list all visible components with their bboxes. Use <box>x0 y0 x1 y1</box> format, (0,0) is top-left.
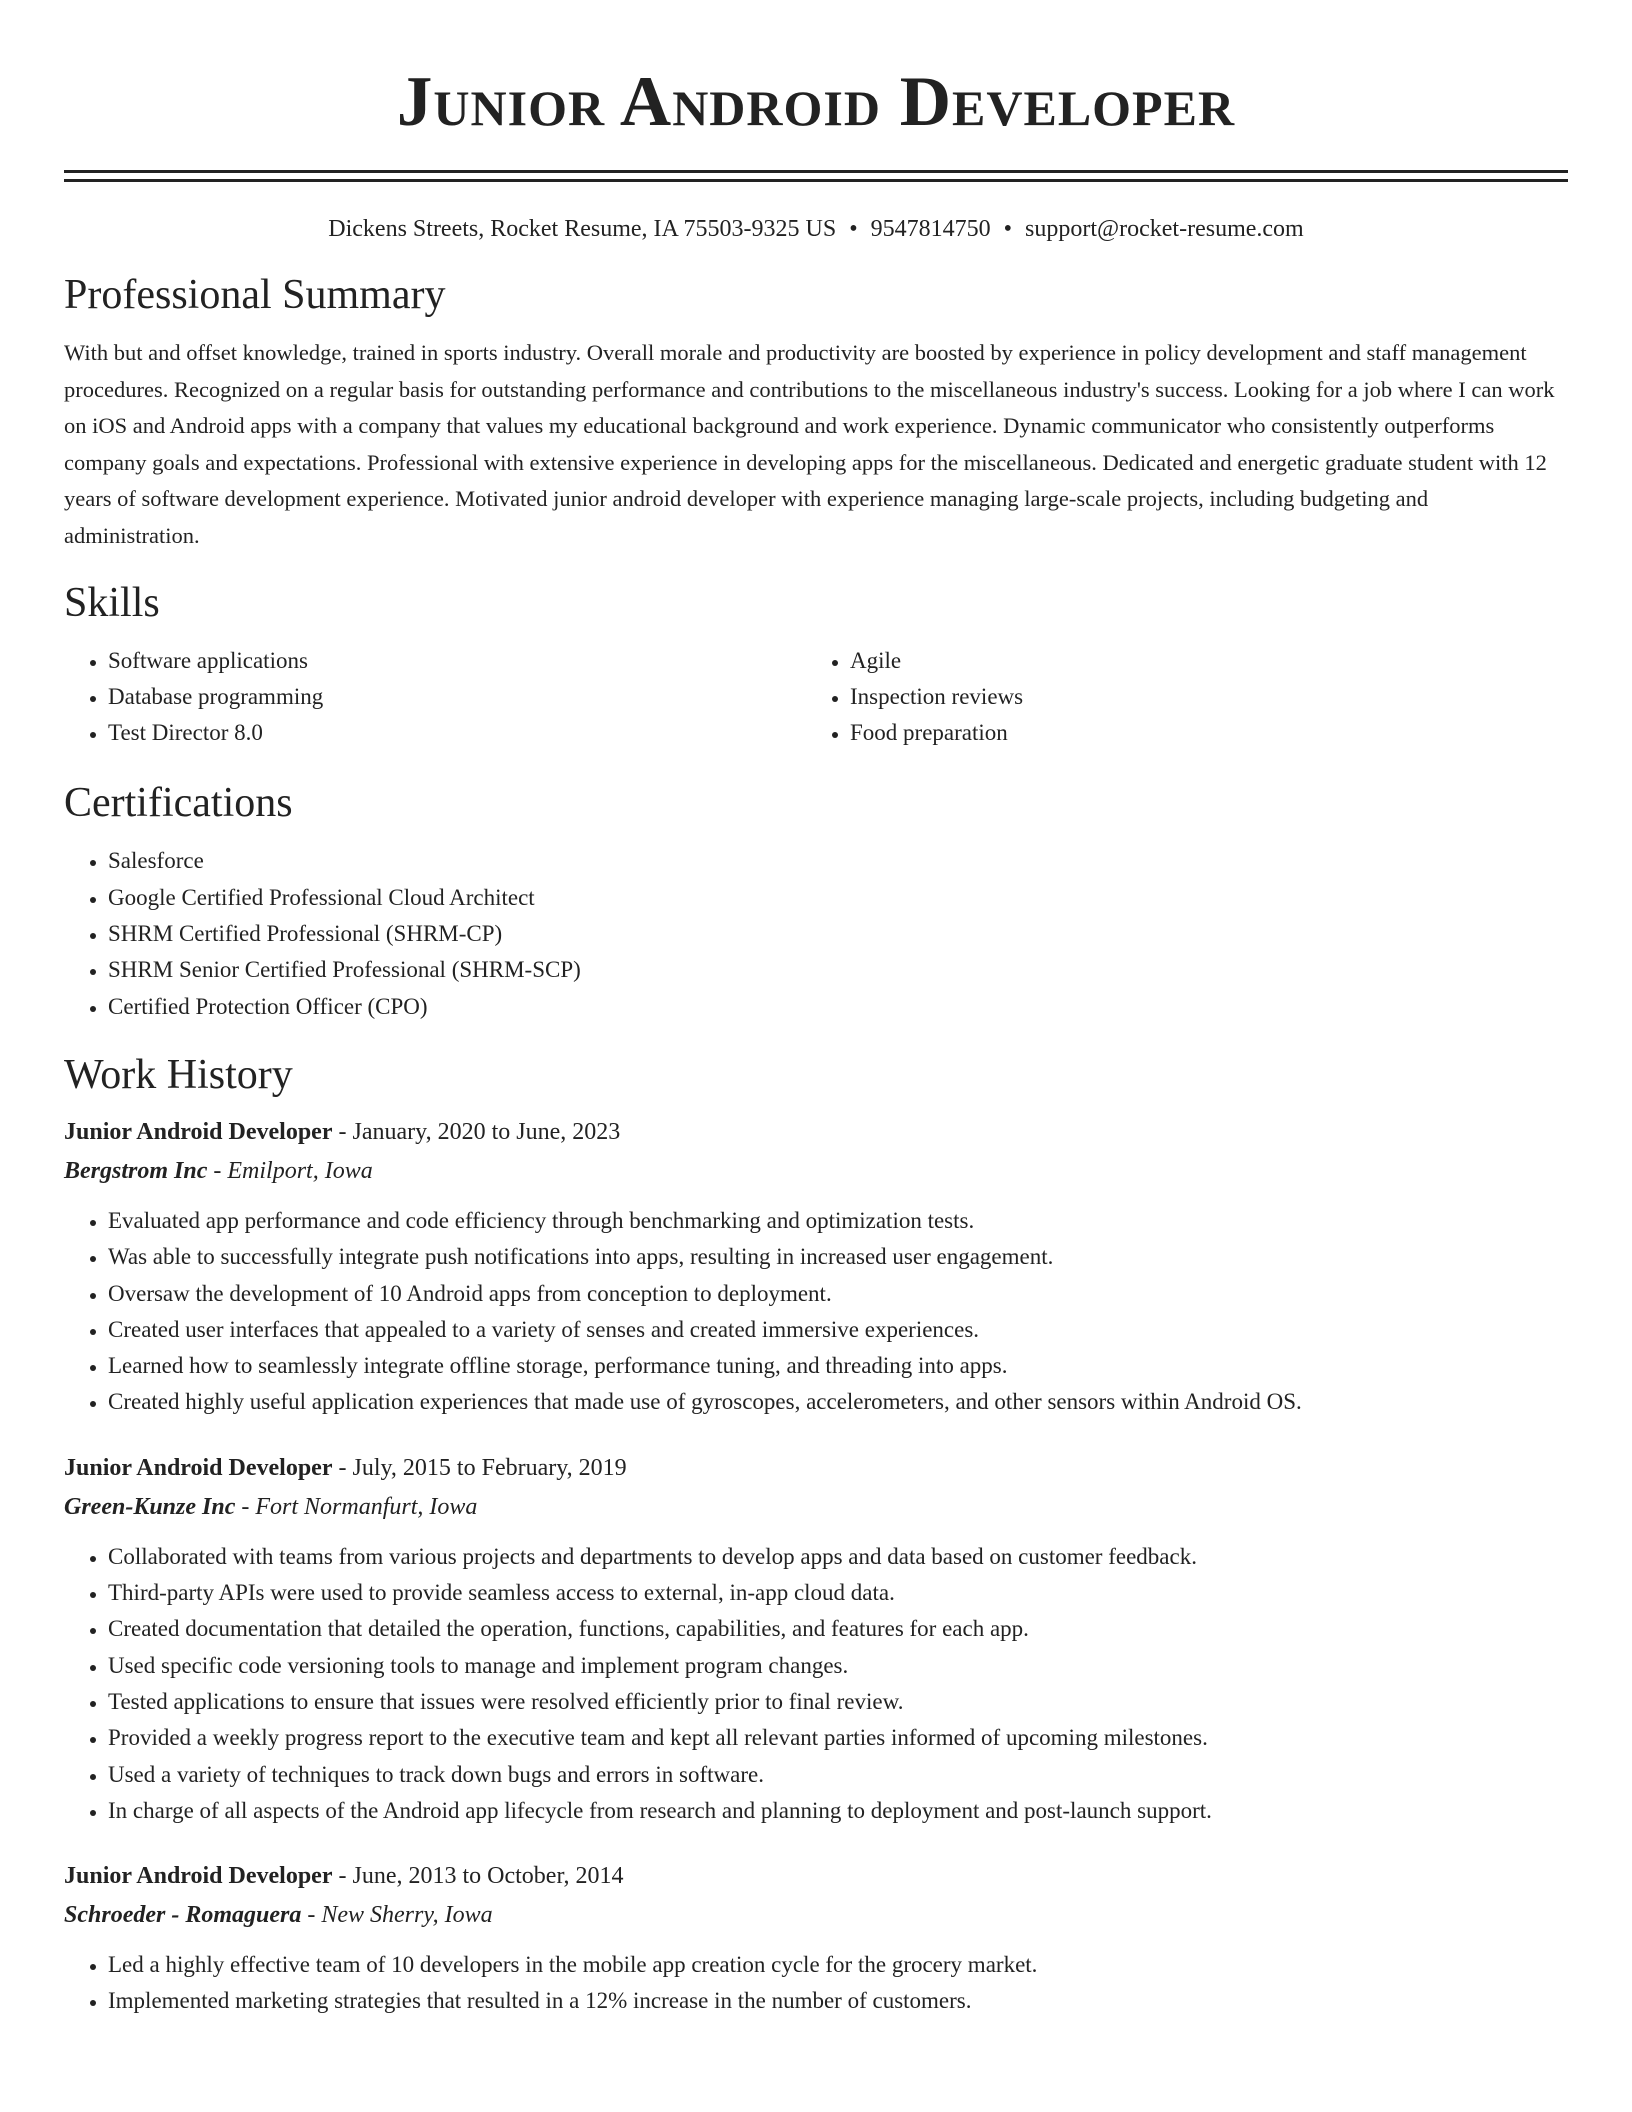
summary-paragraph: With but and offset knowledge, trained in sports industry. Overall morale and productivity are boosted by experience in policy development and staff management procedures. Recognized on a regular basis for outstanding performance and contributions to the miscellaneous industry's success. Looking for a job where I can work on iOS and Android apps with a company that values my educational background and work experience. Dynamic communicator who consistently outperforms company goals and expectations. Professional with extensive experience in developing apps for the miscellaneous. Dedicated and energetic graduate student with 12 years of software development experience. Motivated junior android developer with experience managing large-scale projects, including budgeting and administration. <box>64 340 1555 548</box>
job-entry <box>64 1449 1568 1829</box>
resume-page <box>64 0 1568 2020</box>
job-dates: January, 2020 to June, 2023 <box>352 1118 621 1145</box>
job-bullet: • Created documentation that detailed the operation, functions, capabilities, and features for each app. <box>108 1611 1568 1647</box>
section-title-summary: Professional Summary <box>64 272 446 318</box>
job-dash: - <box>332 1454 353 1481</box>
job-bullet: • Third-party APIs were used to provide seamless access to external, in-app cloud data. <box>108 1575 1568 1611</box>
job-employer <box>64 1487 1568 1527</box>
job-bullet: • Created user interfaces that appealed to a variety of senses and created immersive experiences. <box>108 1312 1568 1348</box>
contact-address: Dickens Streets, Rocket Resume, IA 75503-9325 US <box>328 216 837 242</box>
certification-item: • SHRM Senior Certified Professional (SHRM-SCP) <box>108 952 1568 988</box>
certification-item: • Salesforce <box>108 843 1568 879</box>
job-title: Junior Android Developer <box>64 1118 333 1145</box>
job-company: Bergstrom Inc <box>64 1157 208 1184</box>
job-dates: July, 2015 to February, 2019 <box>352 1454 627 1481</box>
contact-line <box>64 213 1568 245</box>
certification-item: • SHRM Certified Professional (SHRM-CP) <box>108 916 1568 952</box>
job-bullet: • Oversaw the development of 10 Android apps from conception to deployment. <box>108 1276 1568 1312</box>
skills-list <box>64 643 1568 752</box>
job-title: Junior Android Developer <box>64 1454 333 1481</box>
job-heading <box>64 1113 1568 1151</box>
job-bullet: • Provided a weekly progress report to the executive team and kept all relevant parties informed of upcoming milestones. <box>108 1720 1568 1756</box>
job-employer <box>64 1151 1568 1191</box>
job-entry <box>64 1857 1568 2020</box>
certification-item: • Google Certified Professional Cloud Architect <box>108 880 1568 916</box>
contact-phone: 9547814750 <box>870 216 991 242</box>
job-location: New Sherry, Iowa <box>321 1902 493 1929</box>
job-location: Fort Normanfurt, Iowa <box>255 1493 478 1520</box>
job-dash: - <box>332 1118 353 1145</box>
job-bullet: • In charge of all aspects of the Android app lifecycle from research and planning to deployment and post-launch support. <box>108 1793 1568 1829</box>
job-location: Emilport, Iowa <box>227 1157 373 1184</box>
job-employer <box>64 1895 1568 1935</box>
section-title-work-history: Work History <box>64 1051 293 1098</box>
job-bullet: • Created highly useful application experiences that made use of gyroscopes, accelerometers, and other sensors within Android OS. <box>108 1384 1568 1420</box>
header-divider-top <box>64 170 1568 173</box>
skill-item: • Agile <box>850 643 1548 679</box>
section-title-certifications: Certifications <box>64 780 293 827</box>
job-bullet: • Tested applications to ensure that issues were resolved efficiently prior to final review. <box>108 1684 1568 1720</box>
job-bullet: • Used a variety of techniques to track down bugs and errors in software. <box>108 1757 1568 1793</box>
job-dash: - <box>301 1902 322 1929</box>
job-bullets <box>64 1539 1568 1829</box>
job-heading <box>64 1449 1568 1487</box>
job-bullet: • Used specific code versioning tools to manage and implement program changes. <box>108 1648 1568 1684</box>
job-dash: - <box>207 1157 228 1184</box>
job-dash: - <box>235 1493 256 1520</box>
skill-item: • Database programming <box>108 679 806 715</box>
skill-item: • Test Director 8.0 <box>108 715 806 751</box>
skill-item: • Software applications <box>108 643 806 679</box>
contact-email: support@rocket-resume.com <box>1025 216 1304 242</box>
contact-separator: • <box>1003 216 1013 242</box>
skills-column-left <box>64 643 806 752</box>
job-bullet: • Evaluated app performance and code efficiency through benchmarking and optimization tests. <box>108 1203 1568 1239</box>
job-company: Green-Kunze Inc <box>64 1493 236 1520</box>
skills-column-right <box>806 643 1548 752</box>
job-bullet: • Collaborated with teams from various projects and departments to develop apps and data based on customer feedback. <box>108 1539 1568 1575</box>
skill-item: • Inspection reviews <box>850 679 1548 715</box>
job-bullets <box>64 1947 1568 2020</box>
job-heading <box>64 1857 1568 1895</box>
skill-item: • Food preparation <box>850 715 1548 751</box>
job-bullet: • Was able to successfully integrate push notifications into apps, resulting in increased user engagement. <box>108 1239 1568 1275</box>
job-bullet: • Learned how to seamlessly integrate offline storage, performance tuning, and threading into apps. <box>108 1348 1568 1384</box>
job-dates: June, 2013 to October, 2014 <box>352 1863 624 1890</box>
job-bullet: • Implemented marketing strategies that resulted in a 12% increase in the number of customers. <box>108 1983 1568 2019</box>
job-title: Junior Android Developer <box>64 1863 333 1890</box>
section-title-skills: Skills <box>64 579 160 626</box>
resume-name-title: Junior Android Developer <box>396 63 1236 141</box>
job-bullet: • Led a highly effective team of 10 developers in the mobile app creation cycle for the grocery market. <box>108 1947 1568 1983</box>
certifications-list <box>64 843 1568 1024</box>
job-dash: - <box>332 1863 353 1890</box>
job-bullets <box>64 1203 1568 1421</box>
certification-item: • Certified Protection Officer (CPO) <box>108 989 1568 1025</box>
header-divider-bottom <box>64 179 1568 182</box>
contact-separator: • <box>849 216 858 242</box>
job-company: Schroeder - Romaguera <box>64 1902 302 1929</box>
job-entry <box>64 1113 1568 1421</box>
